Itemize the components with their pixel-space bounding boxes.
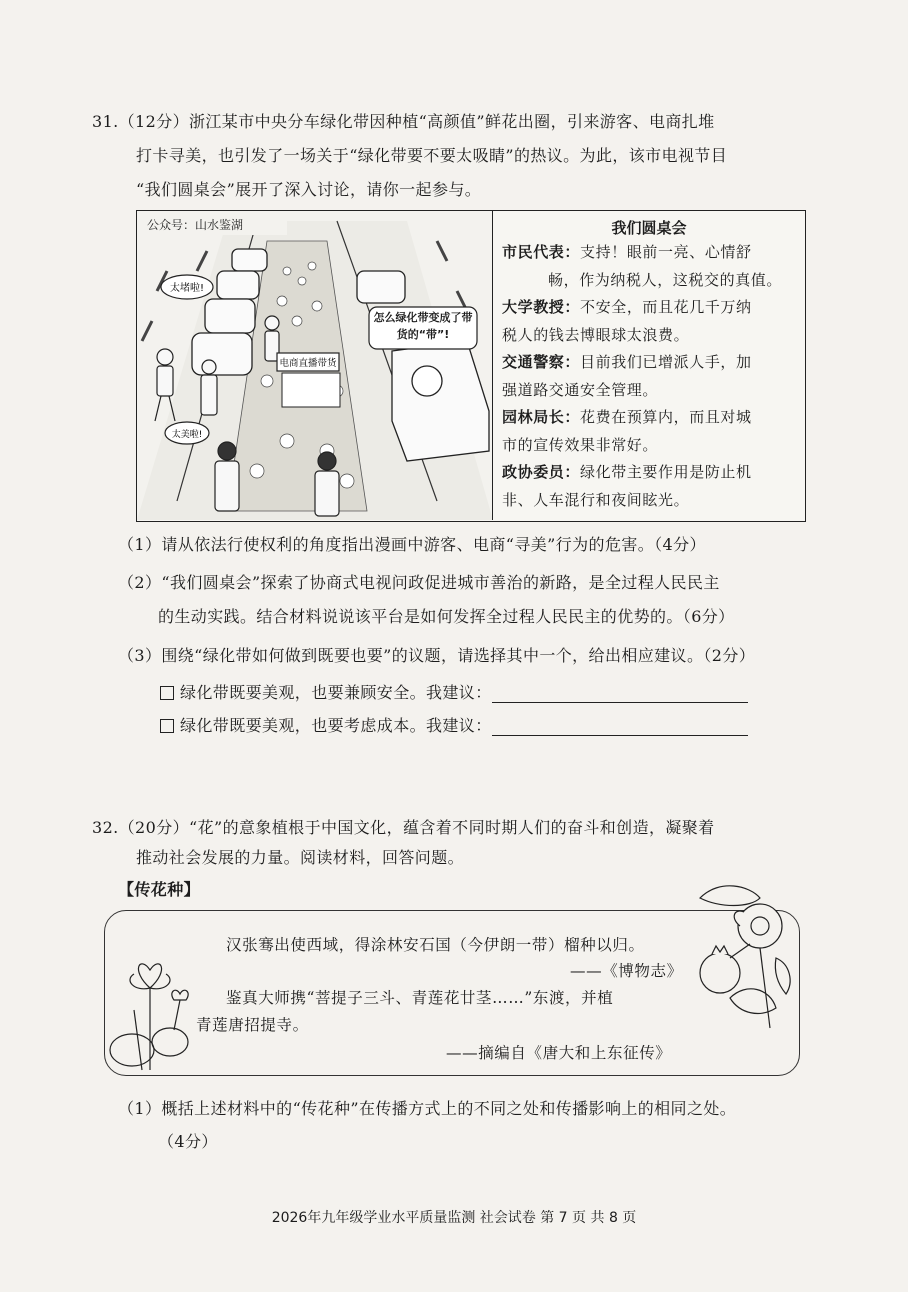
- opinion-line: 支持！眼前一亮、心情舒: [580, 243, 752, 261]
- q31-sub1: （1）请从依法行使权利的角度指出漫画中游客、电商“寻美”行为的危害。（4分）: [118, 535, 706, 554]
- option-checkbox-2[interactable]: [160, 719, 174, 733]
- opinion-line: 强道路交通安全管理。: [502, 380, 659, 399]
- option-row-1: [160, 683, 748, 703]
- roundtable-row: [502, 404, 796, 432]
- material-source-2: ——摘编自《唐大和上东征传》: [446, 1044, 672, 1062]
- material-p2-line2: 青莲唐招提寺。: [196, 1016, 309, 1034]
- bubble-left-text: 太堵啦!: [169, 283, 205, 294]
- q32-intro-line1: 32.（20分）“花”的意象植根于中国文化，蕴含着不同时期人们的奋斗和创造，凝聚着: [92, 818, 715, 837]
- option-checkbox-1[interactable]: [160, 686, 174, 700]
- q31-sub2-line1: （2）“我们圆桌会”探索了协商式电视问政促进城市善治的新路，是全过程人民民主: [118, 573, 720, 592]
- option-label-2: 绿化带既要美观，也要考虑成本。我建议：: [180, 716, 492, 735]
- q31-intro-line2: 打卡寻美，也引发了一场关于“绿化带要不要太吸睛”的热议。为此，该市电视节目: [136, 146, 728, 165]
- q31-sub3: （3）围绕“绿化带如何做到既要也要”的议题，请选择其中一个，给出相应建议。（2分）: [118, 646, 756, 665]
- lotus-illustration: [104, 950, 196, 1078]
- roundtable-row: [502, 294, 796, 322]
- cartoon-sign-text: 电商直播带货: [279, 358, 337, 369]
- answer-blank-1[interactable]: [492, 687, 748, 703]
- role-label: 大学教授：: [502, 298, 581, 316]
- roundtable-panel: [494, 211, 804, 520]
- option-row-2: [160, 716, 748, 736]
- opinion-line: 市的宣传效果非常好。: [502, 435, 659, 454]
- material-p2-line1: 鉴真大师携“菩提子三斗、青莲花廿茎……”东渡，并植: [226, 989, 614, 1007]
- roundtable-row: [502, 459, 796, 487]
- watermark-text: 公众号：山水鉴湖: [147, 218, 244, 232]
- page-footer: 2026年九年级学业水平质量监测 社会试卷 第 7 页 共 8 页: [271, 1210, 637, 1226]
- bubble-bottom-text: 太美啦!: [171, 430, 203, 440]
- opinion-line: 不安全，而且花几千万纳: [580, 298, 752, 316]
- role-label: 园林局长：: [502, 408, 581, 426]
- opinion-line: 畅，作为纳税人，这税交的真值。: [548, 270, 783, 289]
- q32-intro-line2: 推动社会发展的力量。阅读材料，回答问题。: [136, 848, 465, 867]
- q32-sub1-line2: （4分）: [158, 1132, 218, 1151]
- pomegranate-illustration: [690, 878, 802, 1038]
- q31-intro-line3: “我们圆桌会”展开了深入讨论，请你一起参与。: [136, 180, 482, 199]
- answer-blank-2[interactable]: [492, 720, 748, 736]
- cartoon-drawing: [137, 211, 493, 520]
- q31-sub2-line2: 的生动实践。结合材料说说该平台是如何发挥全过程人民民主的优势的。（6分）: [158, 607, 735, 626]
- opinion-line: 花费在预算内，而且对城: [580, 408, 752, 426]
- opinion-line: 目前我们已增派人手，加: [580, 353, 752, 371]
- roundtable-row: [502, 239, 796, 267]
- roundtable-title: 我们圆桌会: [611, 219, 687, 237]
- opinion-line: 非、人车混行和夜间眩光。: [502, 490, 690, 509]
- role-label: 政协委员：: [502, 463, 581, 481]
- material-source-1: ——《博物志》: [570, 962, 683, 980]
- q32-sub1-line1: （1）概括上述材料中的“传花种”在传播方式上的不同之处和传播影响上的相同之处。: [118, 1099, 737, 1118]
- role-label: 交通警察：: [502, 353, 581, 371]
- q31-material-table: [136, 210, 806, 522]
- opinion-line: 绿化带主要作用是防止机: [580, 463, 752, 481]
- bubble-right-text: 怎么绿化带变成了带货的“带”!: [373, 311, 473, 341]
- q31-intro-line1: 31.（12分）浙江某市中央分车绿化带因种植“高颜值”鲜花出圈，引来游客、电商扎堆: [92, 112, 715, 131]
- opinion-line: 税人的钱去博眼球太浪费。: [502, 325, 690, 344]
- cartoon-illustration: [137, 211, 493, 520]
- role-label: 市民代表：: [502, 243, 581, 261]
- section-title: 【传花种】: [118, 880, 201, 899]
- roundtable-row: [502, 349, 796, 377]
- option-label-1: 绿化带既要美观，也要兼顾安全。我建议：: [180, 683, 492, 702]
- material-p1: 汉张骞出使西域，得涂林安石国（今伊朗一带）榴种以归。: [226, 936, 645, 954]
